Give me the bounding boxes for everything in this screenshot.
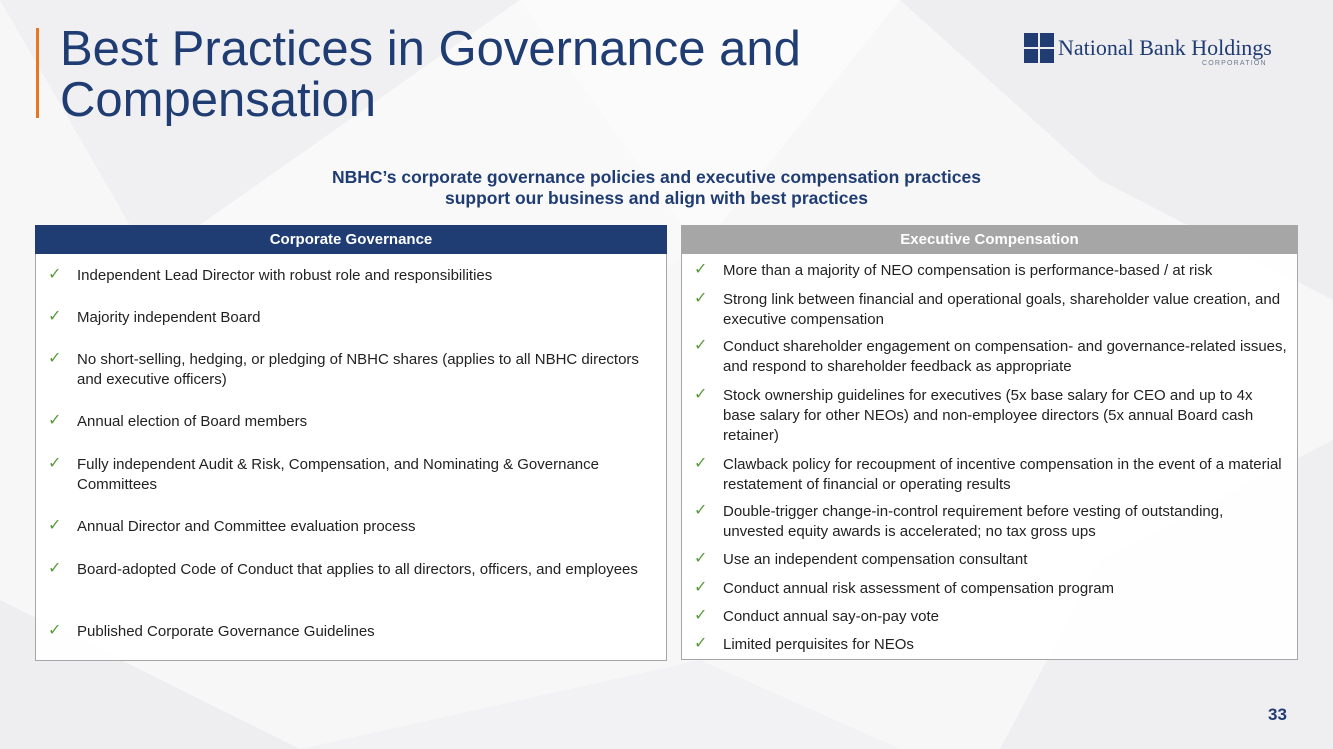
governance-item: Annual election of Board members	[77, 413, 308, 430]
corporate-governance-panel	[35, 225, 667, 661]
company-logo	[1024, 33, 1294, 73]
checkmark-icon: ✓	[694, 337, 708, 354]
compensation-item: Conduct annual risk assessment of compensation program	[723, 580, 1115, 597]
compensation-item: Clawback policy for recoupment of incentive compensation in the event of a material restatement of financial or operating results	[723, 456, 1282, 493]
compensation-item: Stock ownership guidelines for executives (5x base salary for CEO and up to 4x base salary for other NEOs) and non-employee directors (5x annual Board cash retainer)	[723, 387, 1254, 444]
page-title-line-1: Best Practices in Governance and	[60, 22, 801, 76]
page-number: 33	[1268, 705, 1287, 724]
governance-item: Independent Lead Director with robust role and responsibilities	[77, 267, 493, 284]
logo-subtitle: CORPORATION	[1202, 60, 1267, 67]
checkmark-icon: ✓	[694, 261, 708, 278]
checkmark-icon: ✓	[694, 607, 708, 624]
checkmark-icon: ✓	[48, 517, 62, 534]
compensation-item: More than a majority of NEO compensation is performance-based / at risk	[723, 262, 1213, 279]
checkmark-icon: ✓	[694, 550, 708, 567]
checkmark-icon: ✓	[694, 579, 708, 596]
page-title	[60, 24, 801, 126]
title-accent-bar	[36, 28, 39, 118]
checkmark-icon: ✓	[48, 350, 62, 367]
executive-compensation-header: Executive Compensation	[681, 225, 1298, 254]
page-title-line-2: Compensation	[60, 73, 376, 127]
governance-item: Majority independent Board	[77, 309, 261, 326]
checkmark-icon: ✓	[694, 502, 708, 519]
checkmark-icon: ✓	[48, 308, 62, 325]
governance-item: Published Corporate Governance Guidelines	[77, 623, 375, 640]
governance-item: Board-adopted Code of Conduct that applies to all directors, officers, and employees	[77, 561, 638, 578]
compensation-item: Conduct shareholder engagement on compensation- and governance-related issues, and respond to shareholder feedback as appropriate	[723, 338, 1287, 375]
checkmark-icon: ✓	[694, 386, 708, 403]
checkmark-icon: ✓	[694, 635, 708, 652]
subtitle-line-1: NBHC’s corporate governance policies and executive compensation practices	[331, 167, 981, 187]
logo-squares-icon	[1024, 33, 1054, 63]
compensation-item: Conduct annual say-on-pay vote	[723, 608, 939, 625]
checkmark-icon: ✓	[48, 412, 62, 429]
section-subtitle	[0, 167, 1313, 209]
compensation-item: Limited perquisites for NEOs	[723, 636, 914, 653]
governance-item: No short-selling, hedging, or pledging of NBHC shares (applies to all NBHC directors and executive officers)	[77, 351, 639, 388]
corporate-governance-header: Corporate Governance	[35, 225, 667, 254]
checkmark-icon: ✓	[48, 622, 62, 639]
compensation-item: Use an independent compensation consultant	[723, 551, 1028, 568]
checkmark-icon: ✓	[48, 455, 62, 472]
checkmark-icon: ✓	[694, 455, 708, 472]
compensation-item: Double-trigger change-in-control requirement before vesting of outstanding, unvested equity awards is accelerated; no tax gross ups	[723, 503, 1224, 540]
subtitle-line-2: support our business and align with best practices	[445, 188, 868, 208]
governance-item: Annual Director and Committee evaluation process	[77, 518, 416, 535]
executive-compensation-panel	[681, 225, 1298, 660]
checkmark-icon: ✓	[48, 560, 62, 577]
logo-name: National Bank Holdings	[1058, 35, 1272, 60]
governance-item: Fully independent Audit & Risk, Compensation, and Nominating & Governance Committees	[77, 456, 599, 493]
checkmark-icon: ✓	[48, 266, 62, 283]
checkmark-icon: ✓	[694, 290, 708, 307]
compensation-item: Strong link between financial and operational goals, shareholder value creation, and executive compensation	[723, 291, 1281, 328]
